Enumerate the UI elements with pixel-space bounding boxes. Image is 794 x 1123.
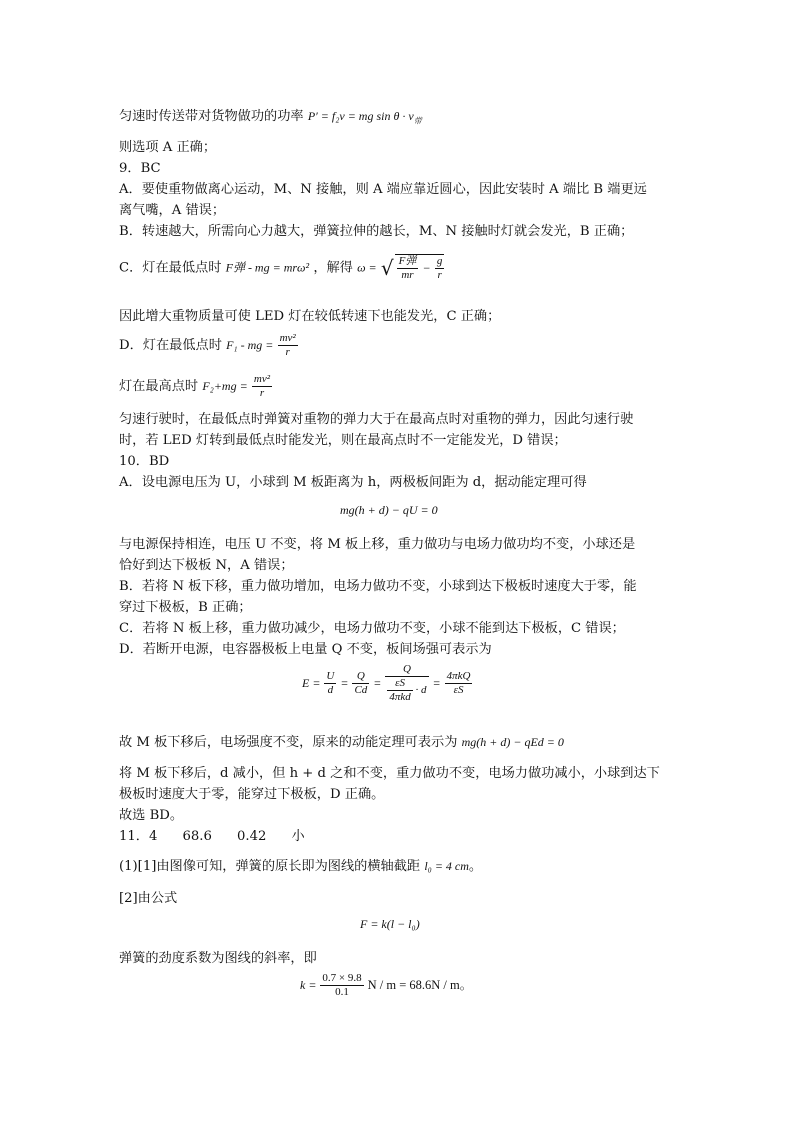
text-line: 时，若 LED 灯转到最低点时能发光，则在最高点时不一定能发光，D 错误； bbox=[119, 433, 567, 448]
formula-sub: 带 bbox=[413, 116, 422, 126]
text-line: 则选项 A 正确； bbox=[119, 140, 217, 155]
formula: F₂+mg = bbox=[202, 379, 248, 393]
text-line: 匀速行驶时，在最低点时弹簧对重物的弹力大于在最高点时对重物的弹力，因此匀速行驶 bbox=[119, 412, 634, 427]
text: D．灯在最低点时 bbox=[119, 338, 222, 353]
formula: F弹 - mg = mrω² bbox=[225, 260, 310, 275]
text-line: 因此增大重物质量可使 LED 灯在较低转速下也能发光，C 正确； bbox=[119, 309, 501, 324]
fraction: $\frac{Q}{Cd}$ bbox=[354, 670, 368, 696]
fraction: $\frac{\text{mv²}}{r}$ bbox=[253, 373, 271, 399]
text-line bbox=[119, 373, 272, 400]
fraction: $\frac{0.7 \times 9.8}{0.1}$ bbox=[322, 972, 362, 998]
text-line: 穿过下极板，B 正确； bbox=[119, 600, 252, 615]
text-line: 弹簧的劲度系数为图线的斜率，即 bbox=[119, 951, 317, 966]
text-line: 恰好到达下极板 N，A 错误； bbox=[119, 558, 294, 573]
text-line: 将 M 板下移后，d 减小，但 h + d 之和不变，重力做功不变，电场力做功减小，小球到达下 bbox=[119, 766, 660, 781]
answer-heading: 9．BC bbox=[119, 161, 161, 176]
fraction: Q $\frac{\varepsilon S}{\text{4πkd}}$ · d bbox=[385, 663, 428, 704]
fraction: $\frac{g}{r}$ bbox=[436, 255, 443, 281]
text: 故 M 板下移后，电场强度不变，原来的动能定理可表示为 bbox=[119, 735, 458, 750]
formula: ω = bbox=[357, 260, 377, 275]
text-line: D．若断开电源，电容器极板上电量 Q 不变，板间场强可表示为 bbox=[119, 642, 492, 657]
equation: E = $\frac{U}{d}$ = $\frac{Q}{Cd}$ = Q $\frac{\varepsilon S}{\text{4πkd}}$ · d = $\frac{\text{4πkQ}}{\varepsilon S}$ bbox=[302, 663, 471, 703]
text: C．灯在最低点时 bbox=[119, 260, 222, 276]
equation: k = $\frac{0.7 \times 9.8}{0.1}$ N / m = 68.6N / m。 bbox=[300, 972, 473, 998]
formula: mg(h + d) − qEd = 0 bbox=[461, 735, 564, 749]
text-line: (1)[1]由图像可知，弹簧的原长即为图线的横轴截距 l₀ = 4 cm。 bbox=[119, 859, 483, 874]
fraction: $\frac{U}{d}$ bbox=[326, 670, 335, 696]
fraction: $\frac{\varepsilon S}{\text{4πkd}}$ bbox=[389, 677, 411, 703]
text-line: B．若将 N 板下移，重力做功增加，电场力做功不变，小球到达下极板时速度大于零，能 bbox=[119, 579, 637, 594]
answer-heading: 11．4 68.6 0.42 小 bbox=[119, 829, 305, 844]
text: 灯在最高点时 bbox=[119, 379, 199, 394]
text-line bbox=[119, 332, 298, 359]
text-line bbox=[119, 107, 422, 131]
sqrt-icon: √ bbox=[380, 256, 394, 280]
fraction: $\frac{\text{F弹}}{mr}$ bbox=[398, 255, 417, 281]
text: (1)[1]由图像可知，弹簧的原长即为图线的横轴截距 bbox=[119, 859, 421, 874]
text: ，解得 bbox=[313, 260, 353, 276]
text-line: A．要使重物做离心运动，M、N 接触，则 A 端应靠近圆心，因此安装时 A 端比 B 端更远 bbox=[119, 182, 647, 197]
text-line: B．转速越大，所需向心力越大，弹簧拉伸的越长，M、N 接触时灯就会发光，B 正确； bbox=[119, 224, 634, 239]
answer-heading: 10．BD bbox=[119, 454, 170, 469]
sqrt-body: $\frac{\text{F弹}}{mr}$ − $\frac{g}{r}$ bbox=[395, 254, 445, 282]
text-line: 离气嘴，A 错误； bbox=[119, 203, 226, 218]
text-line: [2]由公式 bbox=[119, 891, 178, 906]
text-line bbox=[119, 733, 564, 752]
text-line: 极板时速度大于零，能穿过下极板，D 正确。 bbox=[119, 787, 385, 802]
text-line: 故选 BD。 bbox=[119, 808, 184, 823]
equation: mg(h + d) − qU = 0 bbox=[340, 503, 438, 517]
formula: l₀ = 4 cm bbox=[424, 859, 469, 873]
text-line bbox=[119, 254, 444, 282]
formula: P′ = f₂v = mg sin θ · v bbox=[307, 109, 414, 123]
text: 匀速时传送带对货物做功的功率 bbox=[119, 109, 304, 124]
fraction: $\frac{\text{mv²}}{r}$ bbox=[279, 332, 296, 358]
text-line: C．若将 N 板上移，重力做功减少，电场力做功不变，小球不能到达下极板，C 错误； bbox=[119, 621, 625, 636]
text-line: 与电源保持相连，电压 U 不变，将 M 板上移，重力做功与电场力做功均不变，小球还是 bbox=[119, 537, 636, 552]
formula: F₁ - mg = bbox=[226, 338, 274, 352]
text-line: A．设电源电压为 U，小球到 M 板距离为 h，两极板间距为 d，据动能定理可得 bbox=[119, 475, 587, 490]
equation: F = k(l − l₀) bbox=[360, 917, 420, 931]
fraction: $\frac{\text{4πkQ}}{\varepsilon S}$ bbox=[446, 670, 471, 696]
